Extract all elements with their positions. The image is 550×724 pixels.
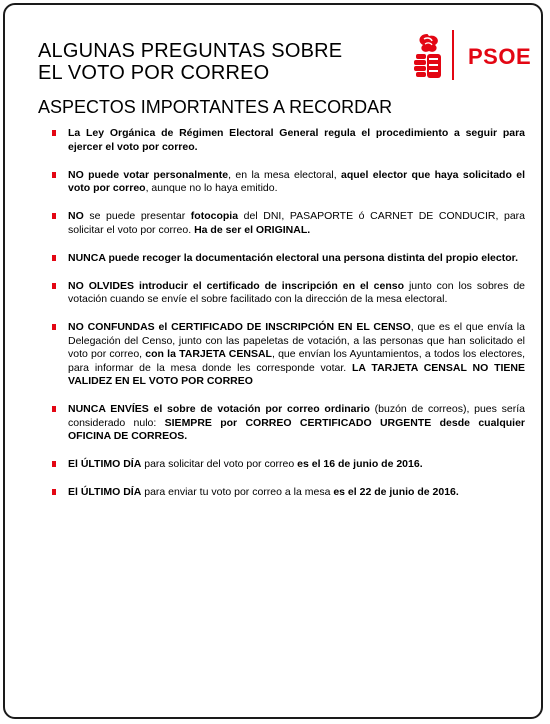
item-text-bold: con la TARJETA CENSAL	[145, 348, 272, 360]
list-item	[68, 458, 525, 472]
red-square-bullet-icon	[52, 283, 56, 289]
item-text: para solicitar del voto por correo	[141, 458, 298, 470]
red-square-bullet-icon	[52, 255, 56, 261]
recommendation-list	[68, 127, 525, 514]
title-line-1: ALGUNAS PREGUNTAS SOBRE	[38, 40, 343, 62]
item-text-bold: es el 22 de junio de 2016.	[333, 486, 459, 498]
list-item	[68, 321, 525, 389]
list-item	[68, 280, 525, 307]
item-text-bold: NUNCA ENVÍES el sobre de votación por correo ordinario	[68, 403, 370, 415]
item-text: del DNI, PASAPORTE ó CARNET DE CONDUCIR, para solicitar el voto por correo.	[68, 210, 525, 236]
list-item	[68, 403, 525, 444]
item-text: junto con los sobres de votación cuando se envíe el sobre facilitado con la dirección de la mesa electoral.	[68, 279, 526, 305]
list-item	[68, 252, 525, 266]
red-square-bullet-icon	[52, 406, 56, 412]
item-text-bold: NO OLVIDES introducir el certificado de inscripción en el censo	[68, 279, 404, 292]
list-item	[68, 127, 525, 154]
item-text: , aunque no lo haya emitido.	[145, 182, 278, 194]
title-line-2: EL VOTO POR CORREO	[38, 62, 270, 84]
item-text-bold: El ÚLTIMO DÍA	[68, 486, 142, 498]
psoe-logo-text: PSOE	[468, 44, 532, 69]
page-title	[38, 40, 342, 84]
item-text-bold: El ÚLTIMO DÍA	[68, 458, 142, 470]
item-text-bold: NUNCA puede recoger la documentación electoral una persona distinta del propio elector.	[68, 251, 519, 264]
item-text-bold: SIEMPRE por CORREO CERTIFICADO URGENTE desde cualquier OFICINA DE CORREOS.	[68, 416, 525, 442]
item-text: se puede presentar	[83, 210, 191, 222]
item-text: , en la mesa electoral,	[228, 168, 341, 181]
item-text-bold: fotocopia	[190, 210, 239, 222]
item-text: (buzón de correos), pues sería considerado nulo:	[68, 403, 525, 429]
red-square-bullet-icon	[52, 461, 56, 467]
item-text-bold: NO	[68, 210, 84, 222]
red-square-bullet-icon	[52, 489, 56, 495]
red-square-bullet-icon	[52, 324, 56, 330]
item-text-bold: Ha de ser el ORIGINAL.	[194, 223, 311, 236]
item-text-bold: La Ley Orgánica de Régimen Electoral General regula el procedimiento a seguir para ejercer el voto por correo.	[68, 127, 525, 153]
list-item	[68, 169, 525, 196]
item-text: , que envían los Ayuntamientos, a todos los electores, para informar de la mesa donde les corresponde votar.	[68, 348, 525, 374]
item-text-bold: NO CONFUNDAS el CERTIFICADO DE INSCRIPCIÓN EN EL CENSO	[68, 321, 411, 333]
section-subtitle: ASPECTOS IMPORTANTES A RECORDAR	[38, 97, 393, 117]
list-item	[68, 486, 525, 500]
item-text-bold: NO puede votar personalmente	[68, 168, 229, 181]
item-text: para enviar tu voto por correo a la mesa	[141, 486, 334, 498]
list-item	[68, 210, 525, 237]
red-square-bullet-icon	[52, 172, 56, 178]
item-text-bold: LA TARJETA CENSAL NO TIENE VALIDEZ EN EL VOTO POR CORREO	[68, 361, 525, 387]
logo-divider	[452, 30, 454, 80]
item-text-bold: aquel elector que haya solicitado el voto por correo	[68, 168, 526, 194]
item-text-bold: es el 16 de junio de 2016.	[297, 458, 423, 470]
red-square-bullet-icon	[52, 213, 56, 219]
red-square-bullet-icon	[52, 130, 56, 136]
item-text: , que es el que envía la Delegación del Censo, junto con las papeletas de votación, a las personas que han solicitado el voto por correo,	[68, 321, 525, 360]
